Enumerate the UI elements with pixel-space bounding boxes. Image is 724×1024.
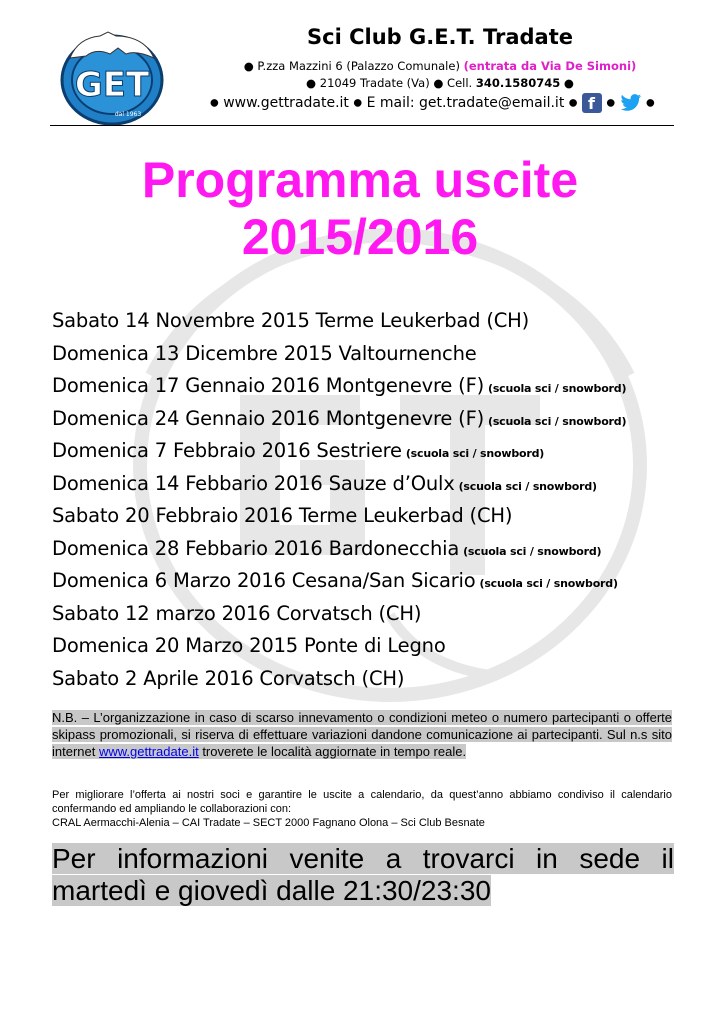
- bullet: ●: [646, 97, 655, 109]
- event-item: [52, 371, 692, 404]
- bullet: ●: [243, 59, 254, 73]
- email-label: E mail:: [366, 95, 415, 111]
- event-text: Domenica 13 Dicembre 2015 Valtournenche: [52, 341, 477, 365]
- event-text: Domenica 20 Marzo 2015 Ponte di Legno: [52, 634, 446, 657]
- website-link[interactable]: www.gettradate.it: [223, 95, 349, 111]
- info-text: Per informazioni venite a trovarci in sede il martedì e giovedì dalle 21:30/23:30: [52, 843, 674, 906]
- title-line-1: Programma uscite: [141, 152, 579, 208]
- cooperation-line-2: CRAL Aermacchi-Alenia – CAI Tradate – SECT 2000 Fagnano Olona – Sci Club Besnate: [52, 817, 485, 829]
- event-text: Sabato 14 Novembre 2015 Terme Leukerbad (CH): [52, 309, 530, 332]
- bullet: ●: [606, 97, 616, 109]
- event-item: [52, 501, 692, 534]
- event-note: (scuola sci / snowbord): [488, 414, 627, 428]
- city: 21049 Tradate (Va): [319, 76, 430, 90]
- facebook-icon[interactable]: f: [582, 93, 602, 113]
- event-note: (scuola sci / snowbord): [458, 479, 597, 493]
- bullet: ●: [210, 97, 219, 109]
- event-item: [52, 469, 692, 502]
- event-item: [52, 566, 692, 599]
- city-cell-line: [240, 76, 640, 90]
- bullet: ●: [568, 97, 578, 109]
- event-item: [52, 664, 692, 697]
- event-text: Domenica 6 Marzo 2016 Cesana/San Sicario: [52, 569, 476, 592]
- bullet: ●: [306, 76, 317, 90]
- event-note: (scuola sci / snowbord): [488, 382, 627, 395]
- event-item: [52, 306, 692, 339]
- event-item: [52, 404, 692, 437]
- address-entrance-note: (entrata da Via De Simoni): [463, 59, 637, 73]
- club-logo: [56, 22, 168, 126]
- bullet: ●: [563, 76, 574, 90]
- title-line-2: 2015/2016: [241, 209, 479, 265]
- address-street: P.zza Mazzini 6 (Palazzo Comunale): [257, 59, 460, 73]
- event-text: Domenica 14 Febbario 2016 Sauze d’Oulx: [52, 471, 455, 495]
- nb-text-after-link: troverete le località aggiornate in tempo reale.: [198, 744, 467, 759]
- cooperation-line-1: Per migliorare l’offerta ai nostri soci e garantire le uscite a calendario, da quest’anno abbiamo condiviso il calendario confermando ed ampliando le collaborazioni con:: [52, 789, 672, 815]
- cell-number: 340.1580745: [475, 76, 561, 90]
- email-link[interactable]: get.tradate@email.it: [419, 95, 565, 111]
- event-text: Sabato 2 Aprile 2016 Corvatsch (CH): [52, 666, 405, 690]
- event-text: Domenica 7 Febbraio 2016 Sestriere: [52, 439, 402, 462]
- event-note: (scuola sci / snowbord): [463, 544, 602, 558]
- event-item: [52, 631, 692, 664]
- event-note: (scuola sci / snowbord): [405, 447, 545, 460]
- event-item: [52, 599, 692, 632]
- event-note: (scuola sci / snowbord): [479, 577, 618, 590]
- contacts-line: [210, 93, 680, 113]
- address-line: [240, 59, 640, 73]
- twitter-icon[interactable]: [620, 93, 642, 113]
- page-title: [60, 152, 660, 266]
- cell-label: Cell.: [447, 76, 473, 90]
- event-text: Domenica 17 Gennaio 2016 Montgenevre (F): [52, 374, 484, 397]
- cooperation-note: [52, 788, 672, 830]
- club-name: Sci Club G.E.T. Tradate: [307, 25, 573, 49]
- website-link-inline[interactable]: www.gettradate.it: [98, 744, 199, 759]
- nb-text-before-link: N.B. – L’organizzazione in caso di scarso innevamento o condizioni meteo o numero partecipanti o offerte skipass promozionali, si riserva di effettuare variazioni dandone comunicazione ai partecipanti. Sul n.s sito internet: [52, 710, 672, 759]
- header-divider: [50, 125, 674, 126]
- logo-text: GET: [74, 65, 150, 105]
- nb-note: [52, 709, 672, 760]
- event-item: [52, 436, 692, 469]
- logo-subtext: dal 1963: [114, 111, 142, 118]
- bullet: ●: [433, 76, 444, 90]
- event-text: Domenica 28 Febbario 2016 Bardonecchia: [52, 536, 460, 560]
- event-item: [52, 534, 692, 567]
- event-text: Sabato 12 marzo 2016 Corvatsch (CH): [52, 601, 422, 625]
- events-list: [52, 306, 692, 696]
- event-text: Sabato 20 Febbraio 2016 Terme Leukerbad (CH): [52, 504, 513, 527]
- bullet: ●: [353, 97, 363, 109]
- event-text: Domenica 24 Gennaio 2016 Montgenevre (F): [52, 406, 484, 430]
- info-box: [52, 843, 674, 907]
- event-item: [52, 339, 692, 372]
